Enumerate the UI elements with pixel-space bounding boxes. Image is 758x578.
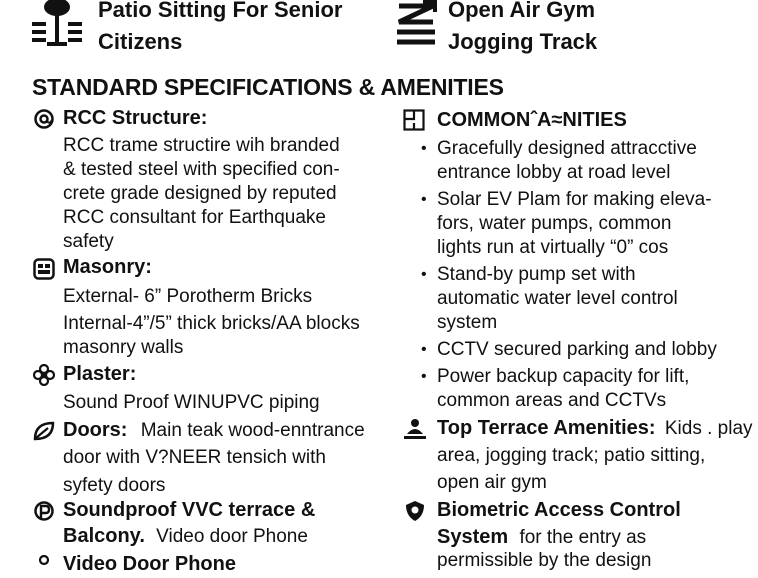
biometric-title-2: System [437,526,509,548]
top-right-line1: Open Air Gym [448,0,596,22]
list-item-line: • Power backup capacity for lift, [437,366,690,387]
list-item-line: • Gracefully designed attracctive [437,138,697,159]
terrace-line: open air gym [437,472,547,493]
biometric-line2 [437,525,646,550]
section-title: STANDARD SPECIFICATIONS & AMENITIES [32,74,504,100]
rcc-line: RCC consultant for Earthquake [63,207,326,228]
biometric-line2-rest: for the entry as [519,527,647,548]
list-item [421,137,741,185]
list-item-line: • Solar EV Plam for making eleva- [437,189,712,210]
list-item-line: common areas and CCTVs [437,390,667,411]
soundproof-title-2: Balcony. [63,525,145,547]
rcc-line: crete grade designed by reputed [63,183,337,204]
soundproof-line2-rest: Video door Phone [156,526,308,547]
p-circle-icon [33,500,55,522]
terrace-title: Top Terrace Amenities: [437,417,656,439]
list-item-line: automatic water level control [437,288,678,309]
list-item-line: • Stand-by pump set with [437,264,636,285]
list-item-line: system [437,312,498,333]
floorplan-icon [403,109,425,131]
doors-title: Doors: [63,419,128,441]
list-item [421,188,741,260]
top-left-line1: Patio Sitting For Senior [98,0,343,22]
biometric-title: Biometric Access Control [437,499,681,521]
list-item [421,338,741,362]
doors-line: syfety doors [63,475,166,496]
doors-line1-rest: Main teak wood-enntrance [140,420,365,441]
masonry-line: Internal-4”/5” thick bricks/AA blocks [63,313,360,334]
list-item-line: • CCTV secured parking and lobby [437,339,717,360]
brick-icon [33,258,55,280]
rcc-line: RCC trame structire wih branded [63,135,340,156]
rcc-body [63,134,340,254]
gym-icon [393,0,439,48]
at-sign-icon [33,108,55,130]
masonry-body [63,285,360,360]
list-item-line: lights run at virtually “0” cos [437,237,669,258]
patio-icon [30,0,84,48]
common-amenities-list [421,137,741,416]
terrace-body [437,444,705,495]
soundproof-title: Soundproof VVC terrace & [63,499,316,521]
doors-body [63,446,326,498]
terrace-line1-rest: Kids . play [664,418,753,439]
doors-line: door with V?NEER tensich with [63,447,326,468]
plaster-title: Plaster: [63,363,137,385]
list-item [421,365,741,413]
rcc-title: RCC Structure: [63,107,208,129]
shield-icon [404,500,426,522]
top-left-line2: Citizens [98,29,183,54]
person-icon [403,418,425,440]
common-amenities-title: COMMONˆA≈NITIES [437,109,627,131]
plaster-line: Sound Proof WINUPVC piping [63,392,320,413]
doors-line1 [63,418,365,443]
list-item [421,263,741,335]
masonry-line: External- 6” Porotherm Bricks [63,286,313,307]
masonry-line: masonry walls [63,337,184,358]
phone-icon [35,555,57,577]
terrace-line1 [437,416,753,441]
video-door-phone-title: Video Door Phone [63,553,236,575]
terrace-line: area, jogging track; patio sitting, [437,445,706,466]
leaf-icon [33,420,55,442]
rcc-line: safety [63,231,114,252]
soundproof-line2 [63,524,308,549]
list-item-line: fors, water pumps, common [437,213,672,234]
list-item-line: entrance lobby at road level [437,162,671,183]
top-right-line2: Jogging Track [448,29,598,54]
top-left-text [98,0,342,58]
masonry-title: Masonry: [63,256,152,278]
flower-icon [33,364,55,386]
top-right-text [448,0,597,58]
rcc-line: & tested steel with specified con- [63,159,340,180]
biometric-line3: permissible by the design [437,550,652,571]
